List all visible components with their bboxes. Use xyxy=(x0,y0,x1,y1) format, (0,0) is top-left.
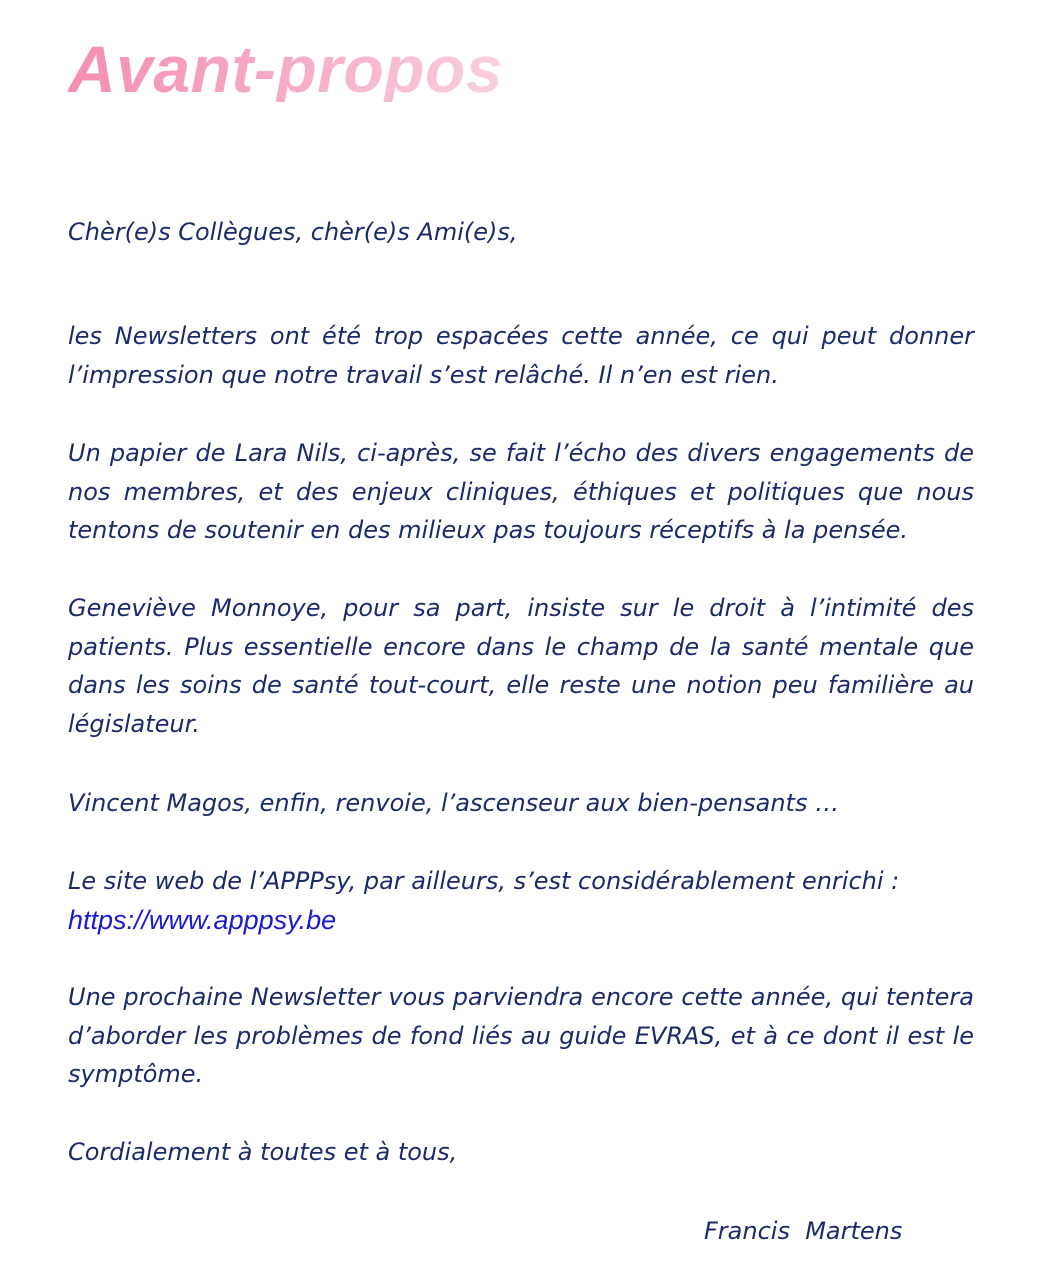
page-title: Avant-propos xyxy=(68,32,503,106)
greeting: Chèr(e)s Collègues, chèr(e)s Ami(e)s, xyxy=(68,218,518,246)
paragraph-website xyxy=(68,862,974,939)
paragraph-next-newsletter: Une prochaine Newsletter vous parviendra encore cette année, qui tentera d’aborder les problèmes de fond liés au guide EVRAS, et à ce dont il est le symptôme. xyxy=(68,983,974,1088)
website-link[interactable]: https://www.apppsy.be xyxy=(68,904,337,935)
paragraph-vincent-magos: Vincent Magos, enfin, renvoie, l’ascenseur aux bien-pensants … xyxy=(68,789,840,817)
signature: Francis Martens xyxy=(704,1217,903,1245)
paragraph-lara-nils: Un papier de Lara Nils, ci-après, se fait l’écho des divers engagements de nos membres, et des enjeux cliniques, éthiques et politiques que nous tentons de soutenir en des milieux pas toujours réceptifs à la pensée. xyxy=(68,439,974,544)
website-sentence: Le site web de l’APPPsy, par ailleurs, s’est considérablement enrichi : xyxy=(68,867,900,895)
closing: Cordialement à toutes et à tous, xyxy=(68,1138,458,1166)
paragraph-newsletters: les Newsletters ont été trop espacées cette année, ce qui peut donner l’impression que notre travail s’est relâché. Il n’en est rien. xyxy=(68,322,974,389)
paragraph-genevieve-monnoye: Geneviève Monnoye, pour sa part, insiste sur le droit à l’intimité des patients. Plus essentielle encore dans le champ de la santé mentale que dans les soins de santé tout-court, elle reste une notion peu familière au législateur. xyxy=(68,594,974,738)
